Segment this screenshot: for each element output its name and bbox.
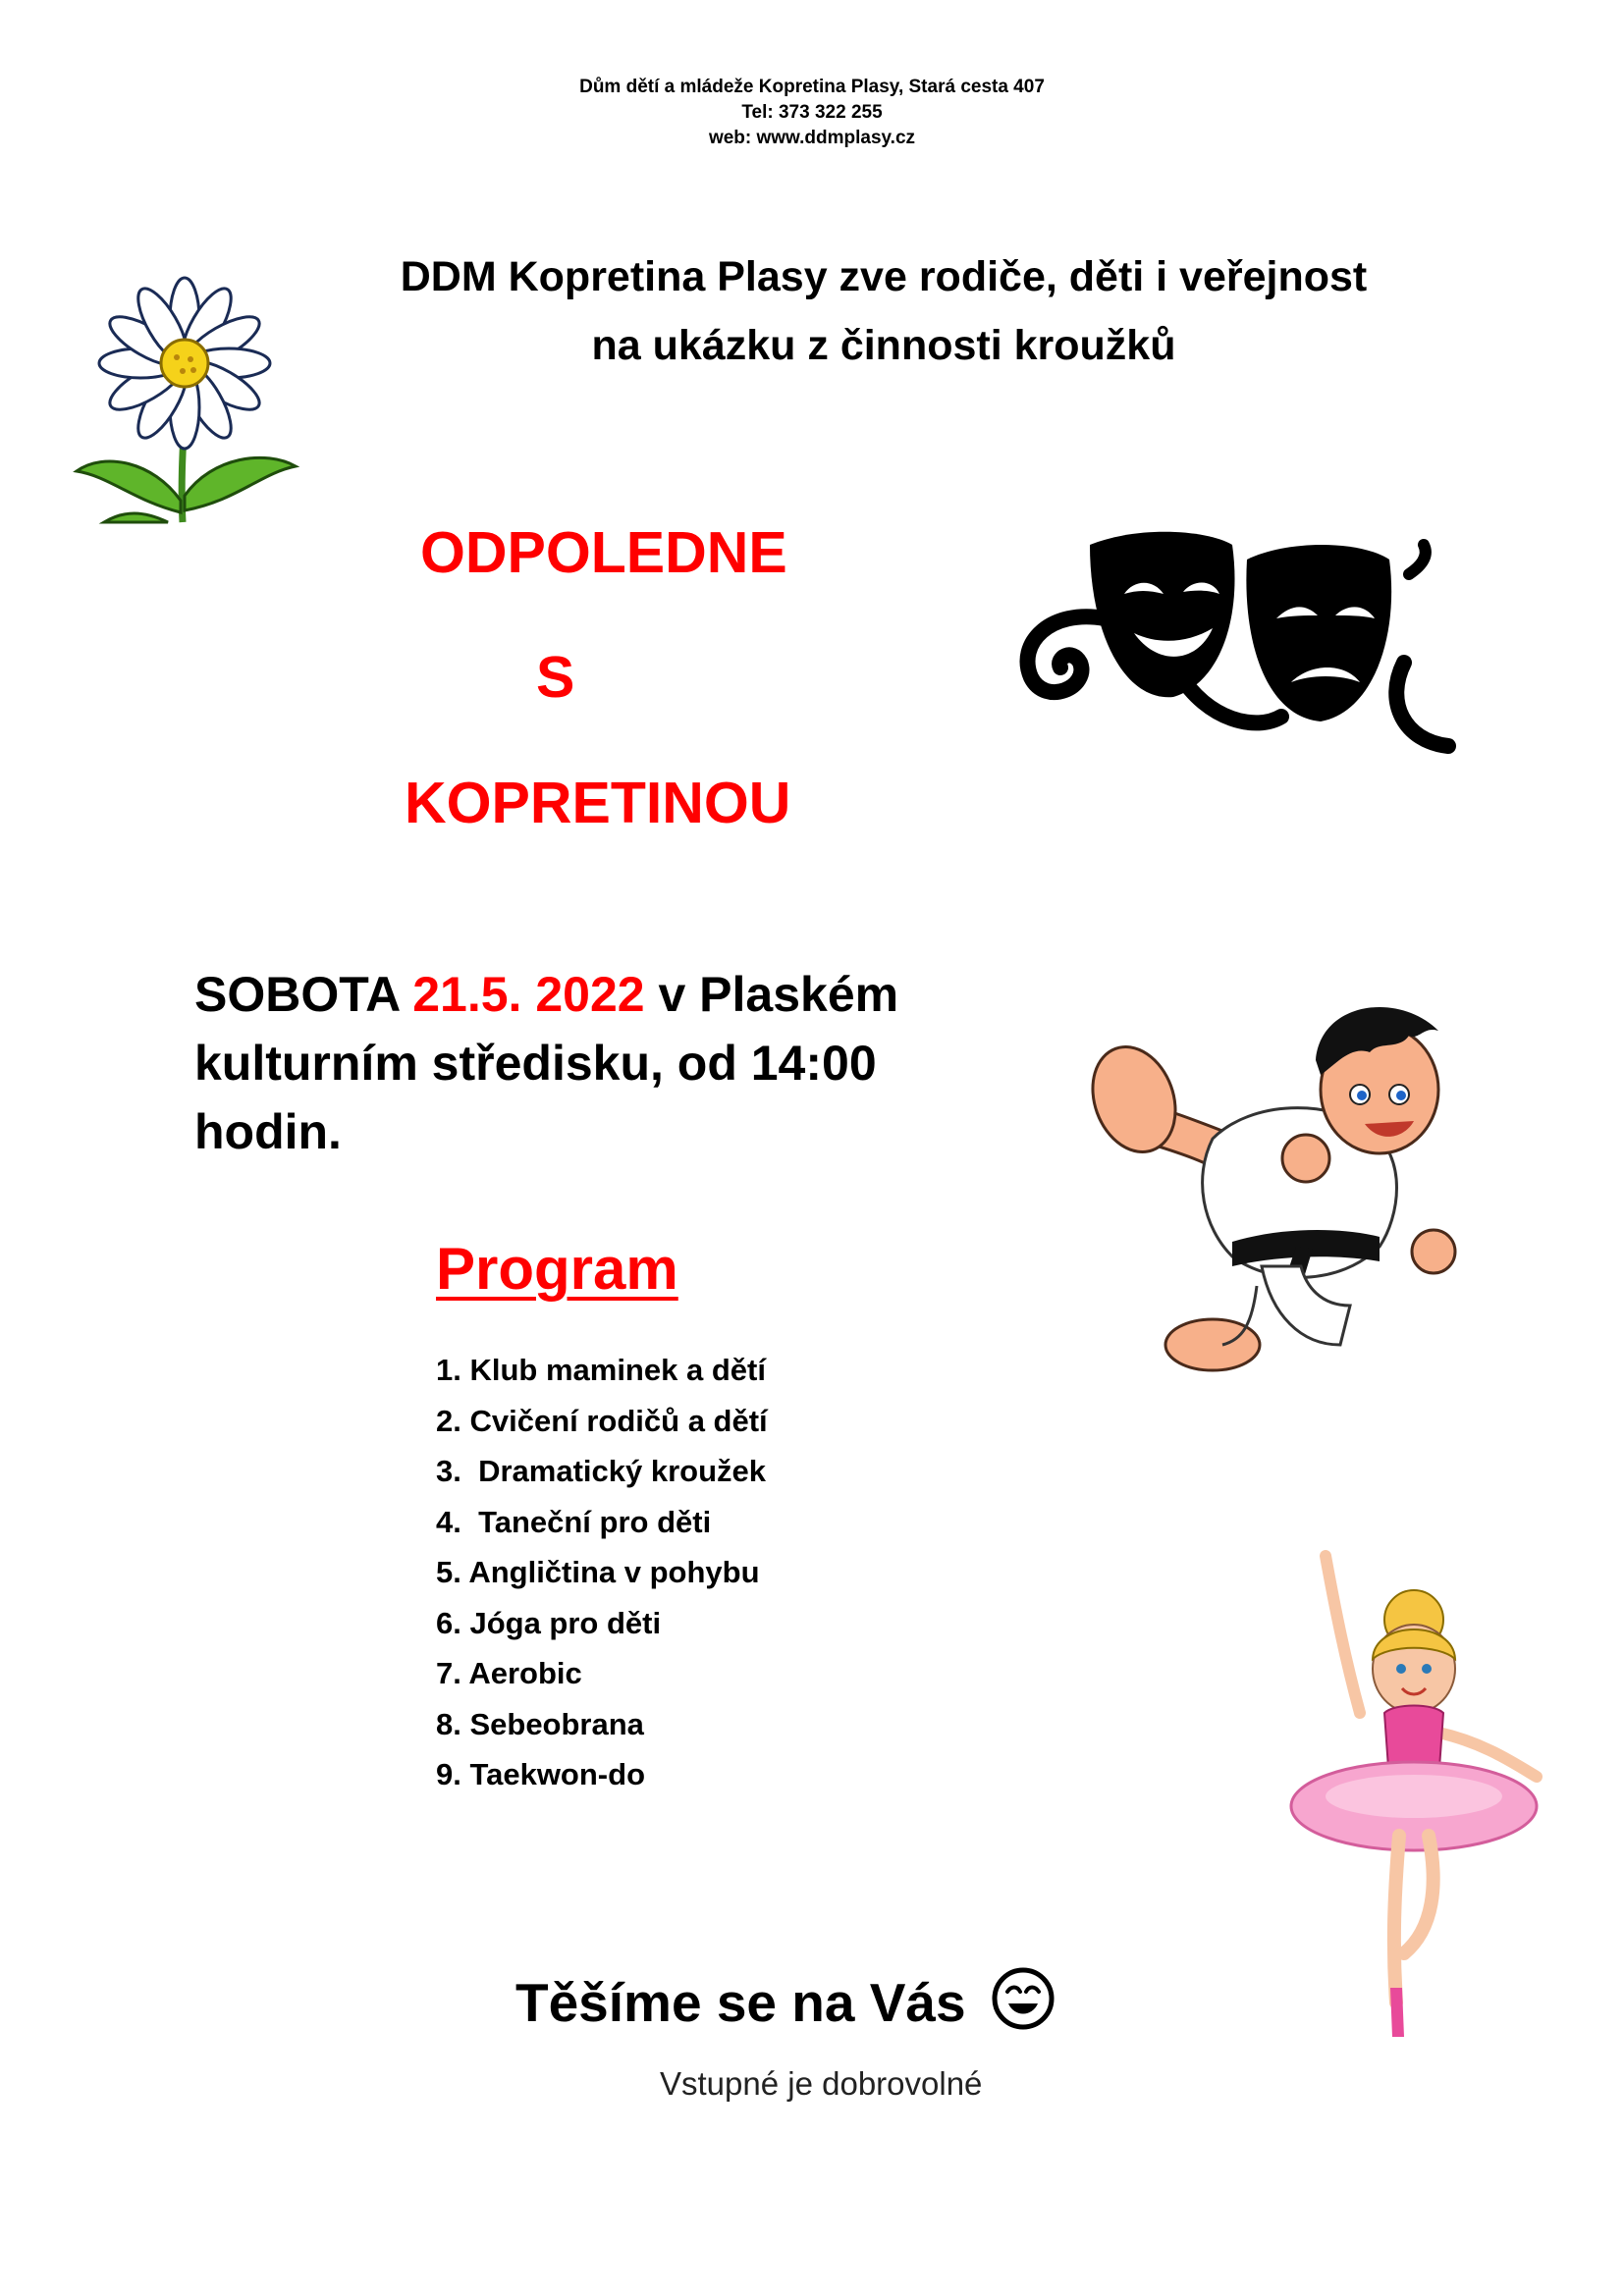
daisy-flower-icon: [65, 265, 310, 525]
program-heading: Program: [436, 1236, 678, 1302]
entry-note: Vstupné je dobrovolné: [660, 2065, 983, 2102]
closing-message: Těšíme se na Vás: [515, 1972, 966, 2033]
program-item: 8. Sebeobrana: [436, 1706, 644, 1741]
event-details: [194, 960, 1049, 1166]
title-odpoledne: ODPOLEDNE: [420, 520, 787, 585]
header-address: Dům dětí a mládeže Kopretina Plasy, Stará cesta 407: [579, 77, 1045, 97]
invitation-line-1: DDM Kopretina Plasy zve rodiče, děti i veřejnost: [400, 253, 1368, 300]
event-date: 21.5. 2022: [412, 967, 645, 1022]
theater-masks-icon: [1011, 506, 1483, 761]
title-s: S: [536, 645, 575, 710]
event-line-1: [194, 960, 1049, 1029]
event-place: v Plaském: [658, 967, 899, 1022]
karate-boy-icon: [1085, 991, 1497, 1404]
program-item: 9. Taekwon-do: [436, 1757, 646, 1791]
header-web: web: www.ddmplasy.cz: [708, 128, 916, 148]
header-phone: Tel: 373 322 255: [741, 102, 883, 123]
program-item: 1. Klub maminek a dětí: [436, 1353, 766, 1387]
program-item: 7. Aerobic: [436, 1656, 582, 1690]
program-item: 2. Cvičení rodičů a dětí: [436, 1403, 768, 1438]
program-list: [436, 1345, 768, 1800]
smiley-icon: [991, 1966, 1056, 2031]
event-line-2: kulturním středisku, od 14:00: [194, 1036, 877, 1091]
program-item: 4. Taneční pro děti: [436, 1504, 712, 1539]
program-item: 6. Jóga pro děti: [436, 1605, 662, 1640]
event-line-3: hodin.: [194, 1104, 342, 1159]
program-item: 3. Dramatický kroužek: [436, 1454, 767, 1488]
title-kopretinou: KOPRETINOU: [405, 771, 791, 835]
closing-text: [515, 1963, 1056, 2042]
event-day: SOBOTA: [194, 967, 400, 1022]
invitation-line-2: na ukázku z činnosti kroužků: [591, 322, 1176, 369]
program-item: 5. Angličtina v pohybu: [436, 1555, 760, 1589]
ballerina-icon: [1267, 1541, 1561, 2052]
